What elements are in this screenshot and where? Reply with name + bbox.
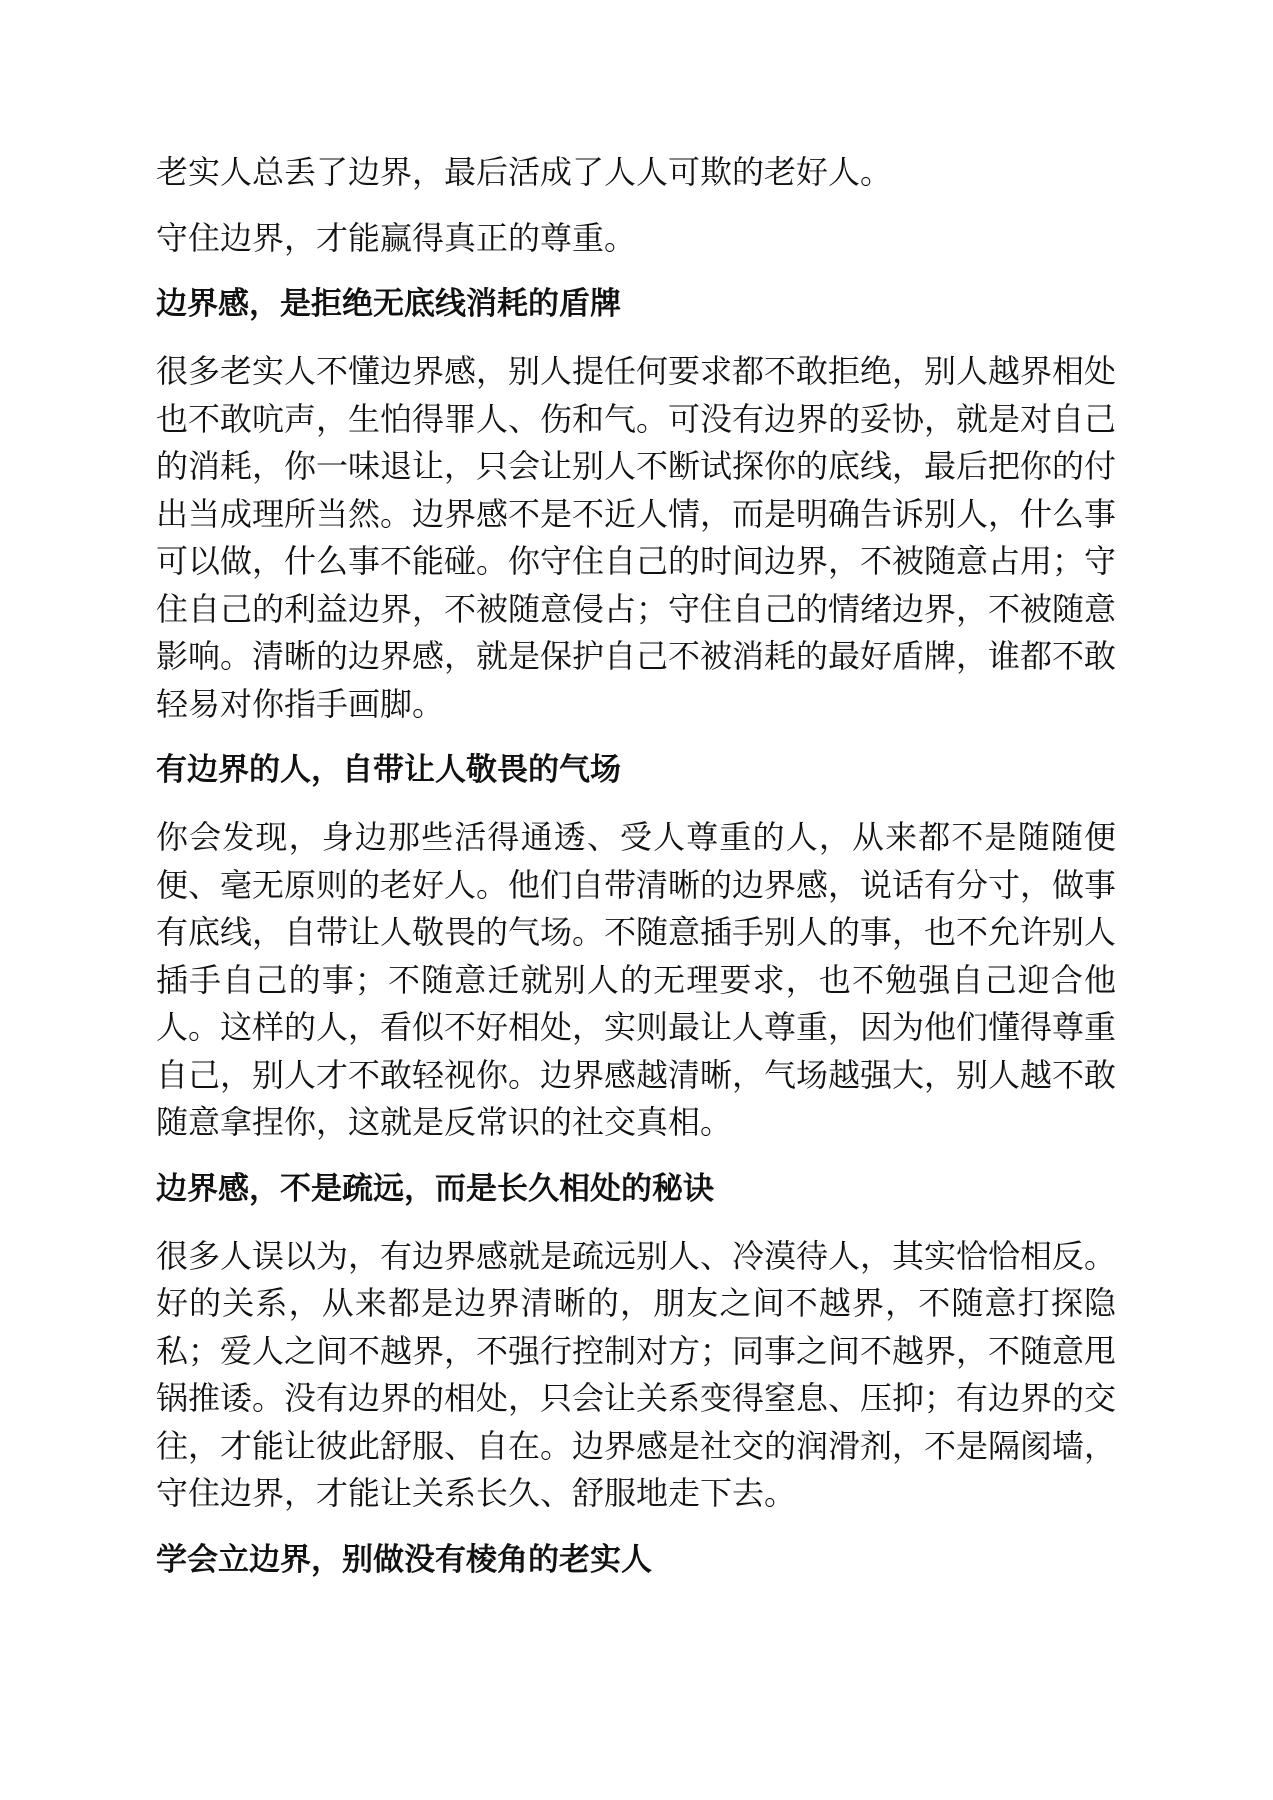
section-2-body: 你会发现，身边那些活得通透、受人尊重的人，从来都不是随随便便、毫无原则的老好人。他们自带清晰的边界感，说话有分寸，做事有底线，自带让人敬畏的气场。不随意插手别人的事，也不允许别人插手自己的事；不随意迁就别人的无理要求，也不勉强自己迎合他人。这样的人，看似不好相处，实则最让人尊重，因为他们懂得尊重自己，别人才不敢轻视你。边界感越清晰，气场越强大，别人越不敢随意拿捏你，这就是反常识的社交真相。 [156,818,1117,1141]
intro-line-1: 老实人总丢了边界，最后活成了人人可欺的老好人。 [156,153,893,191]
section-1-body: 很多老实人不懂边界感，别人提任何要求都不敢拒绝，别人越界相处也不敢吭声，生怕得罪人、伤和气。可没有边界的妥协，就是对自己的消耗，你一味退让，只会让别人不断试探你的底线，最后把你的付出当成理所当然。边界感不是不近人情，而是明确告诉别人，什么事可以做，什么事不能碰。你守住自己的时间边界，不被随意占用；守住自己的利益边界，不被随意侵占；守住自己的情绪边界，不被随意影响。清晰的边界感，就是保护自己不被消耗的最好盾牌，谁都不敢轻易对你指手画脚。 [156,352,1117,723]
intro-line-2: 守住边界，才能赢得真正的尊重。 [156,219,637,257]
section-2-heading: 有边界的人，自带让人敬畏的气场 [156,752,621,788]
section-4-heading: 学会立边界，别做没有棱角的老实人 [156,1541,652,1578]
section-1-heading: 边界感，是拒绝无底线消耗的盾牌 [156,286,621,322]
article [156,150,1116,1582]
section-3-heading: 边界感，不是疏远，而是长久相处的秘诀 [156,1170,714,1207]
section-3-body: 很多人误以为，有边界感就是疏远别人、冷漠待人，其实恰恰相反。好的关系，从来都是边界清晰的，朋友之间不越界，不随意打探隐私；爱人之间不越界，不强行控制对方；同事之间不越界，不随意甩锅推诿。没有边界的相处，只会让关系变得窒息、压抑；有边界的交往，才能让彼此舒服、自在。边界感是社交的润滑剂，不是隔阂墙，守住边界，才能让关系长久、舒服地走下去。 [156,1236,1117,1512]
